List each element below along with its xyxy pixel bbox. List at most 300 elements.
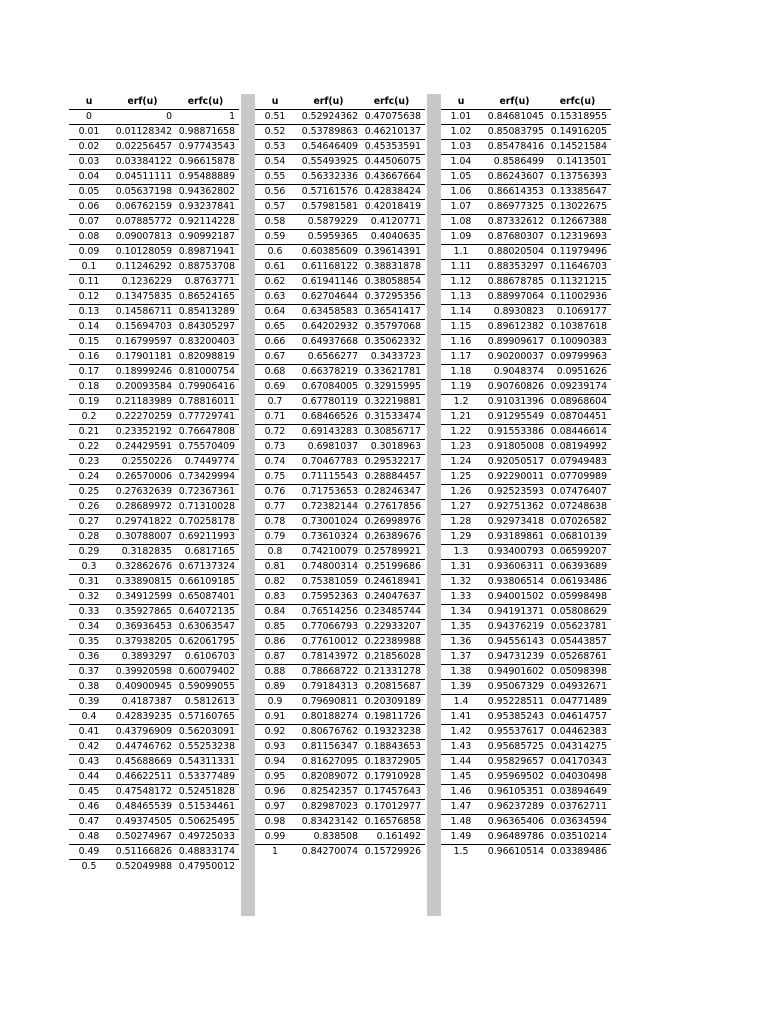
table-row — [255, 680, 425, 695]
table-row — [441, 710, 611, 725]
cell-erfc: 0.22933207 — [362, 620, 425, 635]
cell-erf: 0.30788007 — [113, 530, 176, 545]
cell-u: 1.08 — [441, 215, 485, 230]
cell-erfc: 0.18843653 — [362, 740, 425, 755]
cell-erfc: 0.5812613 — [176, 695, 239, 710]
table-row — [255, 170, 425, 185]
table-row — [69, 665, 239, 680]
cell-erf: 0.55493925 — [299, 155, 362, 170]
table-row — [255, 455, 425, 470]
cell-erf: 0.67780119 — [299, 395, 362, 410]
cell-u: 0.27 — [69, 515, 113, 530]
cell-u: 0.2 — [69, 410, 113, 425]
cell-erf: 0.46622511 — [113, 770, 176, 785]
cell-erfc: 0.04614757 — [548, 710, 611, 725]
cell-u: 0.67 — [255, 350, 299, 365]
cell-erf: 0.90760826 — [485, 380, 548, 395]
erf-table-3 — [441, 94, 611, 859]
cell-erfc: 0.28246347 — [362, 485, 425, 500]
cell-u: 1.14 — [441, 305, 485, 320]
cell-u: 0.91 — [255, 710, 299, 725]
table-row — [69, 470, 239, 485]
cell-erf: 0.68466526 — [299, 410, 362, 425]
table-row — [69, 110, 239, 125]
cell-erf: 0.71115543 — [299, 470, 362, 485]
cell-erf: 0.74210079 — [299, 545, 362, 560]
cell-u: 1.43 — [441, 740, 485, 755]
cell-erfc: 0.10387618 — [548, 320, 611, 335]
cell-erf: 0.26570006 — [113, 470, 176, 485]
cell-u: 1.34 — [441, 605, 485, 620]
cell-erfc: 0.7449774 — [176, 455, 239, 470]
cell-u: 1.09 — [441, 230, 485, 245]
cell-u: 1.18 — [441, 365, 485, 380]
table-row — [441, 680, 611, 695]
cell-u: 0.53 — [255, 140, 299, 155]
cell-u: 0.25 — [69, 485, 113, 500]
cell-u: 0.66 — [255, 335, 299, 350]
cell-u: 0.18 — [69, 380, 113, 395]
table-row — [69, 635, 239, 650]
table-row — [69, 335, 239, 350]
cell-u: 1.2 — [441, 395, 485, 410]
cell-u: 0.6 — [255, 245, 299, 260]
cell-erf: 0.76514256 — [299, 605, 362, 620]
cell-erfc: 0.12667388 — [548, 215, 611, 230]
cell-erf: 0.89612382 — [485, 320, 548, 335]
table-row — [441, 140, 611, 155]
table-row — [255, 395, 425, 410]
table-row — [255, 560, 425, 575]
cell-erfc: 0.98871658 — [176, 125, 239, 140]
table-row — [69, 800, 239, 815]
cell-u: 0.64 — [255, 305, 299, 320]
cell-erf: 0.24429591 — [113, 440, 176, 455]
cell-u: 0.65 — [255, 320, 299, 335]
cell-erfc: 0.70258178 — [176, 515, 239, 530]
table-row — [69, 695, 239, 710]
cell-erfc: 0.22389988 — [362, 635, 425, 650]
cell-u: 1.31 — [441, 560, 485, 575]
cell-u: 0 — [69, 110, 113, 125]
cell-erf: 0.77610012 — [299, 635, 362, 650]
table-row — [441, 230, 611, 245]
cell-erf: 0.9048374 — [485, 365, 548, 380]
table-row — [441, 320, 611, 335]
cell-u: 1.22 — [441, 425, 485, 440]
cell-erfc: 0.71310028 — [176, 500, 239, 515]
cell-u: 0.51 — [255, 110, 299, 125]
cell-u: 0.52 — [255, 125, 299, 140]
header-row — [441, 94, 611, 110]
table-row — [255, 770, 425, 785]
cell-erf: 0.67084005 — [299, 380, 362, 395]
table-row — [69, 845, 239, 860]
table-row — [255, 725, 425, 740]
cell-erfc: 0.04030498 — [548, 770, 611, 785]
cell-erf: 0.63458583 — [299, 305, 362, 320]
cell-u: 1.48 — [441, 815, 485, 830]
cell-erfc: 0.13385647 — [548, 185, 611, 200]
cell-u: 0.22 — [69, 440, 113, 455]
cell-erf: 0.95228511 — [485, 695, 548, 710]
table-row — [441, 740, 611, 755]
cell-erfc: 0.38831878 — [362, 260, 425, 275]
cell-u: 1.06 — [441, 185, 485, 200]
cell-u: 0.44 — [69, 770, 113, 785]
cell-erf: 0.75952363 — [299, 590, 362, 605]
table-row — [255, 845, 425, 860]
table-row — [441, 275, 611, 290]
table-row — [255, 275, 425, 290]
cell-erfc: 0.25789921 — [362, 545, 425, 560]
cell-erfc: 0.11321215 — [548, 275, 611, 290]
header-u: u — [441, 94, 485, 110]
cell-erf: 0.20093584 — [113, 380, 176, 395]
cell-erfc: 0.08446614 — [548, 425, 611, 440]
cell-u: 0.24 — [69, 470, 113, 485]
table-row — [69, 620, 239, 635]
cell-u: 0.02 — [69, 140, 113, 155]
table-row — [255, 320, 425, 335]
cell-u: 0.3 — [69, 560, 113, 575]
table-row — [69, 500, 239, 515]
cell-erfc: 0.0951626 — [548, 365, 611, 380]
table-row — [255, 635, 425, 650]
cell-erf: 0.6566277 — [299, 350, 362, 365]
cell-u: 0.4 — [69, 710, 113, 725]
table-row — [441, 650, 611, 665]
cell-erfc: 0.10090383 — [548, 335, 611, 350]
cell-u: 0.61 — [255, 260, 299, 275]
cell-u: 0.46 — [69, 800, 113, 815]
cell-u: 0.08 — [69, 230, 113, 245]
cell-u: 1.38 — [441, 665, 485, 680]
cell-u: 0.71 — [255, 410, 299, 425]
cell-erfc: 0.93237841 — [176, 200, 239, 215]
cell-erf: 0.45688669 — [113, 755, 176, 770]
header-u: u — [255, 94, 299, 110]
cell-u: 0.59 — [255, 230, 299, 245]
cell-erf: 0.79690811 — [299, 695, 362, 710]
cell-u: 0.15 — [69, 335, 113, 350]
table-row — [69, 455, 239, 470]
table-row — [69, 785, 239, 800]
cell-erf: 0.95385243 — [485, 710, 548, 725]
cell-erf: 0.88020504 — [485, 245, 548, 260]
cell-erf: 0.42839235 — [113, 710, 176, 725]
cell-erf: 0.15694703 — [113, 320, 176, 335]
cell-erf: 0.96610514 — [487, 846, 544, 857]
cell-u: 0.48 — [69, 830, 113, 845]
cell-erfc: 0.6817165 — [176, 545, 239, 560]
cell-erf: 0.44746762 — [113, 740, 176, 755]
cell-erf: 0.32862676 — [113, 560, 176, 575]
cell-u: 1.35 — [441, 620, 485, 635]
table-row — [255, 545, 425, 560]
cell-u: 0.28 — [69, 530, 113, 545]
table-row — [255, 350, 425, 365]
cell-u: 0.03 — [69, 155, 113, 170]
cell-u: 1.03 — [441, 140, 485, 155]
cell-u: 0.14 — [69, 320, 113, 335]
cell-erf: 0.84681045 — [485, 110, 548, 125]
cell-erfc: 0.24047637 — [362, 590, 425, 605]
table-row — [441, 185, 611, 200]
cell-erf: 0.94001502 — [485, 590, 548, 605]
cell-u: 1.05 — [441, 170, 485, 185]
table-row — [255, 335, 425, 350]
table-row — [69, 590, 239, 605]
cell-erf: 0.52924362 — [299, 110, 362, 125]
erf-table-1 — [69, 94, 239, 874]
cell-u: 1.26 — [441, 485, 485, 500]
cell-erfc: 0.36541417 — [362, 305, 425, 320]
cell-erfc: 0.11979496 — [548, 245, 611, 260]
cell-u: 0.75 — [255, 470, 299, 485]
cell-u: 0.99 — [255, 830, 299, 845]
cell-u: 1.25 — [441, 470, 485, 485]
cell-erf: 0.47548172 — [113, 785, 176, 800]
cell-erfc: 0.95488889 — [176, 170, 239, 185]
cell-u: 0.97 — [255, 800, 299, 815]
table-row — [255, 260, 425, 275]
cell-u: 0.17 — [69, 365, 113, 380]
cell-u: 0.37 — [69, 665, 113, 680]
cell-erfc: 0.60079402 — [176, 665, 239, 680]
cell-erfc: 0.33621781 — [362, 365, 425, 380]
cell-u: 0.26 — [69, 500, 113, 515]
cell-erfc: 0.32219881 — [362, 395, 425, 410]
cell-u: 0.98 — [255, 815, 299, 830]
cell-erfc: 0.82098819 — [176, 350, 239, 365]
cell-erf: 0.34912599 — [113, 590, 176, 605]
cell-u: 0.11 — [69, 275, 113, 290]
cell-erfc: 0.88753708 — [176, 260, 239, 275]
table-row — [69, 305, 239, 320]
table-row — [441, 350, 611, 365]
cell-erfc: 0.04932671 — [548, 680, 611, 695]
header-erfc: erfc(u) — [548, 94, 611, 110]
table-row — [255, 245, 425, 260]
header-erf: erf(u) — [299, 94, 362, 110]
cell-erfc: 0.50625495 — [176, 815, 239, 830]
cell-erf: 0.1236229 — [113, 275, 176, 290]
cell-erfc: 0.63063547 — [176, 620, 239, 635]
cell-erf: 0.73610324 — [299, 530, 362, 545]
table-row — [69, 320, 239, 335]
cell-erfc: 0.161492 — [362, 830, 425, 845]
header-row — [255, 94, 425, 110]
table-row — [69, 650, 239, 665]
cell-u: 0.68 — [255, 365, 299, 380]
table-row — [69, 740, 239, 755]
cell-erf: 0.96105351 — [485, 785, 548, 800]
cell-erf: 0.64202932 — [299, 320, 362, 335]
cell-erfc: 0.14916205 — [548, 125, 611, 140]
cell-erf: 0.62704644 — [299, 290, 362, 305]
table-row — [441, 110, 611, 125]
cell-erf: 0.57161576 — [299, 185, 362, 200]
header-row — [69, 94, 239, 110]
table-row — [255, 380, 425, 395]
cell-erfc: 0.18372905 — [362, 755, 425, 770]
cell-erf: 0.35927865 — [113, 605, 176, 620]
cell-erf: 0.40900945 — [113, 680, 176, 695]
erf-table-2 — [255, 94, 425, 859]
cell-erfc: 0.38058854 — [362, 275, 425, 290]
cell-erfc: 0.1069177 — [548, 305, 611, 320]
cell-u: 0.38 — [69, 680, 113, 695]
cell-erfc: 0.8763771 — [176, 275, 239, 290]
table-row — [69, 425, 239, 440]
header-erfc: erfc(u) — [176, 94, 239, 110]
table-row — [69, 200, 239, 215]
table-row — [255, 605, 425, 620]
cell-u: 1.12 — [441, 275, 485, 290]
cell-erfc: 0.17910928 — [362, 770, 425, 785]
table-row — [255, 290, 425, 305]
cell-erf: 0.94901602 — [485, 665, 548, 680]
cell-erf: 0.52049988 — [115, 861, 172, 872]
cell-u: 1.49 — [441, 830, 485, 845]
table-row — [255, 650, 425, 665]
table-row — [255, 500, 425, 515]
cell-erf: 0.96237289 — [485, 800, 548, 815]
cell-erfc: 0.47075638 — [362, 110, 425, 125]
cell-erf: 0.43796909 — [113, 725, 176, 740]
cell-erfc: 0.20309189 — [362, 695, 425, 710]
cell-erf: 0.3182835 — [113, 545, 176, 560]
cell-erf: 0.49374505 — [113, 815, 176, 830]
cell-erfc: 0.96615878 — [176, 155, 239, 170]
table-row — [441, 770, 611, 785]
cell-erfc: 0.13756393 — [548, 170, 611, 185]
cell-erfc: 0.42018419 — [362, 200, 425, 215]
cell-u: 0.01 — [69, 125, 113, 140]
cell-erf: 0.95537617 — [485, 725, 548, 740]
cell-erf: 0.61941146 — [299, 275, 362, 290]
cell-u: 0.5 — [81, 861, 97, 872]
cell-erf: 0.6981037 — [299, 440, 362, 455]
cell-u: 1.17 — [441, 350, 485, 365]
cell-erf: 0.94731239 — [485, 650, 548, 665]
cell-erf: 0.91805008 — [485, 440, 548, 455]
table-row — [441, 440, 611, 455]
cell-erf: 0.70467783 — [299, 455, 362, 470]
cell-erfc: 0.54311331 — [176, 755, 239, 770]
table-row — [255, 425, 425, 440]
cell-u: 0.96 — [255, 785, 299, 800]
table-row — [69, 725, 239, 740]
cell-erfc: 0.37295356 — [362, 290, 425, 305]
cell-erf: 0.22270259 — [113, 410, 176, 425]
table-row — [441, 380, 611, 395]
cell-erfc: 0.11002936 — [548, 290, 611, 305]
cell-u: 0.42 — [69, 740, 113, 755]
cell-erf: 0.82089072 — [299, 770, 362, 785]
cell-u: 1.02 — [441, 125, 485, 140]
cell-erf: 0.92050517 — [485, 455, 548, 470]
cell-erf: 0.18999246 — [113, 365, 176, 380]
cell-erf: 0.80676762 — [299, 725, 362, 740]
cell-erfc: 0.04462383 — [548, 725, 611, 740]
cell-erf: 0.50274967 — [113, 830, 176, 845]
cell-u: 0.77 — [255, 500, 299, 515]
table-row — [255, 575, 425, 590]
cell-erf: 0.54646409 — [299, 140, 362, 155]
cell-erf: 0.94191371 — [485, 605, 548, 620]
cell-erf: 0.06762159 — [113, 200, 176, 215]
cell-erf: 0.86614353 — [485, 185, 548, 200]
table-row — [255, 410, 425, 425]
cell-u: 0.04 — [69, 170, 113, 185]
cell-erfc: 0.64072135 — [176, 605, 239, 620]
table-row — [441, 215, 611, 230]
cell-erfc: 0.08968604 — [548, 395, 611, 410]
table-row — [69, 860, 239, 875]
cell-u: 0.19 — [69, 395, 113, 410]
cell-u: 0.74 — [255, 455, 299, 470]
cell-u: 0.62 — [255, 275, 299, 290]
cell-erfc: 0.62061795 — [176, 635, 239, 650]
cell-u: 0.29 — [69, 545, 113, 560]
cell-erf: 0.5959365 — [299, 230, 362, 245]
cell-erfc: 0.03894649 — [548, 785, 611, 800]
table-row — [69, 155, 239, 170]
cell-erfc: 0.05998498 — [548, 590, 611, 605]
cell-u: 0.12 — [69, 290, 113, 305]
table-row — [255, 440, 425, 455]
cell-erf: 0.93606311 — [485, 560, 548, 575]
cell-erfc: 0.3018963 — [362, 440, 425, 455]
cell-erfc: 0.75570409 — [176, 440, 239, 455]
table-row — [255, 515, 425, 530]
table-row — [255, 200, 425, 215]
table-row — [441, 545, 611, 560]
table-row — [69, 185, 239, 200]
cell-u: 0.34 — [69, 620, 113, 635]
cell-u: 1.33 — [441, 590, 485, 605]
cell-erf: 0 — [113, 110, 176, 125]
cell-erfc: 0.05443857 — [548, 635, 611, 650]
cell-erfc: 0.69211993 — [176, 530, 239, 545]
cell-erfc: 0.45353591 — [362, 140, 425, 155]
table-row — [69, 485, 239, 500]
cell-erfc: 0.04771489 — [548, 695, 611, 710]
cell-u: 0.63 — [255, 290, 299, 305]
cell-erf: 0.81156347 — [299, 740, 362, 755]
cell-erf: 0.82987023 — [299, 800, 362, 815]
cell-u: 0.94 — [255, 755, 299, 770]
table-row — [441, 170, 611, 185]
cell-erf: 0.96489786 — [485, 830, 548, 845]
cell-u: 1.29 — [441, 530, 485, 545]
cell-u: 1.16 — [441, 335, 485, 350]
table-row — [441, 830, 611, 845]
table-row — [255, 140, 425, 155]
cell-erf: 0.4187387 — [113, 695, 176, 710]
cell-u: 0.56 — [255, 185, 299, 200]
cell-u: 0.82 — [255, 575, 299, 590]
table-row — [441, 785, 611, 800]
cell-erf: 0.79184313 — [299, 680, 362, 695]
cell-erfc: 1 — [176, 110, 239, 125]
cell-u: 0.85 — [255, 620, 299, 635]
cell-u: 0.83 — [255, 590, 299, 605]
cell-erf: 0.2550226 — [113, 455, 176, 470]
cell-erf: 0.17901181 — [113, 350, 176, 365]
